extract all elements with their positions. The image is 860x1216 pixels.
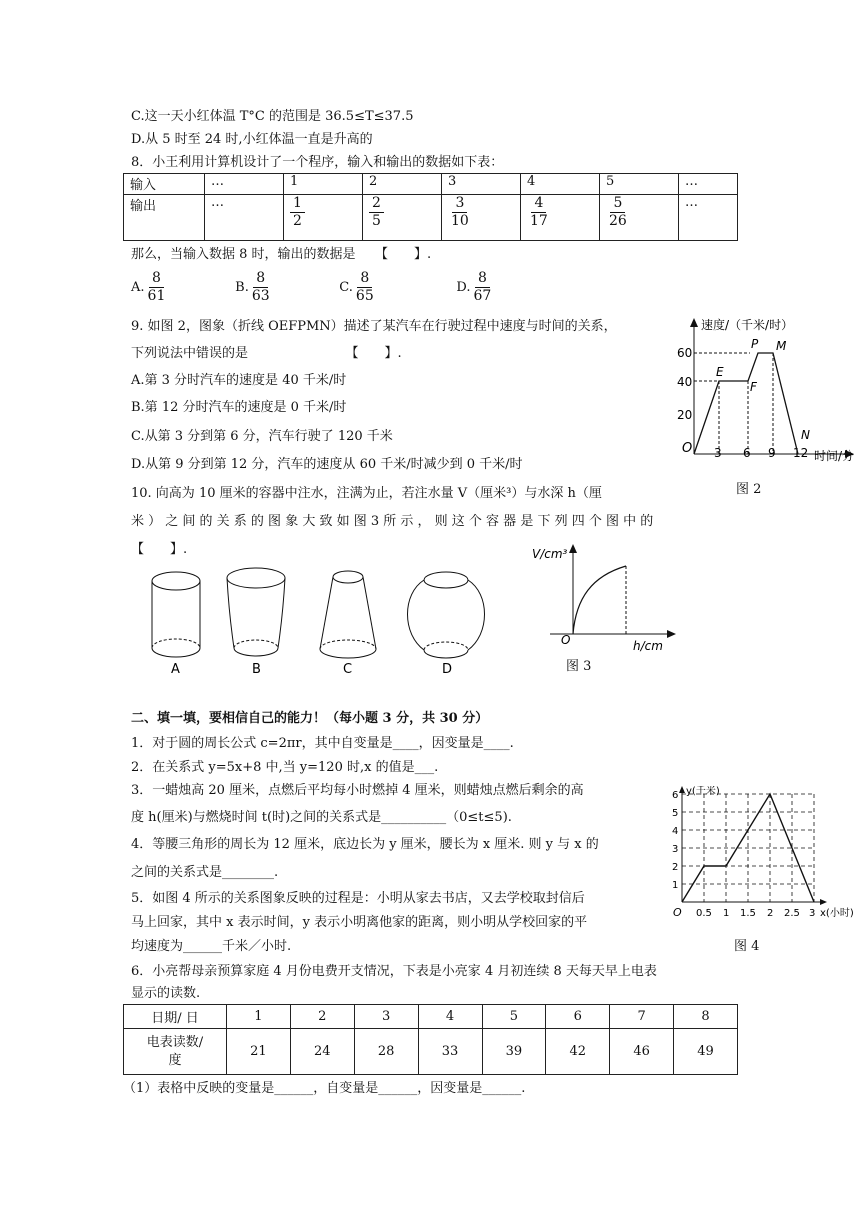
q8-output-row [124,195,738,241]
x-tick-label: 0.5 [696,908,712,919]
x-tick-label: 1.5 [740,908,756,919]
meter-day-cell: 6 [546,1005,610,1029]
x-axis-arrow [820,899,827,905]
x-axis-arrow [667,630,676,638]
q10-line-2: 米 ） 之 间 的 关 系 的 图 象 大 致 如 图 3 所 示 ， 则 这 个 容 器 是 下 列 四 个 图 中 的 [131,514,654,529]
y-tick-label: 20 [677,408,693,422]
fill-q6-subquestion-1: （1）表格中反映的变量是______，自变量是______，因变量是______. [123,1081,526,1096]
fill-q4-line-1: 4．等腰三角形的周长为 12 厘米，底边长为 y 厘米，腰长为 x 厘米. 则 y 与 x 的 [131,837,599,852]
q8-option-b [235,268,335,308]
denominator: 2 [293,213,302,229]
point-label-e: E [716,365,724,379]
point-label-p: P [751,337,759,351]
q8-input-cell: 1 [284,174,363,195]
meter-day-cell: 8 [674,1005,738,1029]
y-axis-arrow [690,318,698,327]
container-a [152,572,200,657]
meter-day-cell: 3 [354,1005,418,1029]
volume-curve [573,566,626,634]
q7-option-d: D.从 5 时至 24 时,小红体温一直是升高的 [131,132,373,147]
container-d [408,572,485,658]
y-tick-label: 1 [672,880,679,891]
fraction [145,270,169,305]
meter-reading-cell: 39 [482,1029,546,1075]
meter-reading-label [124,1029,227,1075]
y-axis-arrow [679,786,685,793]
q8-option-d [456,268,494,308]
numerator: 4 [531,195,546,213]
meter-reading-cell: 33 [418,1029,482,1075]
q8-input-cell: 2 [363,174,442,195]
x-tick-label: 9 [768,446,776,460]
speed-polyline [694,353,798,454]
y-tick-label: 60 [677,346,693,360]
fill-q6-line-1: 6．小亮帮母亲预算家庭 4 月份电费开支情况，下表是小亮家 4 月初连续 8 天每天早上电表 [131,964,657,979]
figure-2-caption: 图 2 [736,482,762,497]
reading-label-line-2: 度 [168,1052,182,1068]
option-label: B. [235,280,249,295]
y-tick-label: 6 [672,790,679,801]
numerator: 5 [610,195,625,213]
numerator: 1 [290,195,305,213]
x-tick-label: 12 [793,446,809,460]
q9-option-a: A.第 3 分时汽车的速度是 40 千米/时 [131,373,347,388]
q8-output-cell [363,195,442,241]
denominator: 5 [372,213,381,229]
q8-ellipsis: … [205,174,284,195]
meter-day-cell: 1 [227,1005,291,1029]
q9-line-2: 下列说法中错误的是 【 】. [131,346,402,361]
q8-input-cell: 4 [521,174,600,195]
q8-ellipsis: … [679,195,738,241]
meter-header-row [124,1005,738,1029]
fraction [471,270,495,305]
fraction [290,195,305,230]
x-tick-label: 2 [767,908,774,919]
container-label-c: C [343,662,353,677]
x-tick-label: 1 [723,908,730,919]
denominator: 10 [451,213,469,229]
container-label-a: A [171,662,180,677]
denominator: 61 [147,288,166,304]
q8-output-cell [442,195,521,241]
q8-output-cell [284,195,363,241]
q9-option-d: D.从第 9 分到第 12 分，汽车的速度从 60 千米/时减少到 0 千米/时 [131,457,523,472]
x-tick-label: 2.5 [784,908,800,919]
fraction [353,270,377,305]
x-tick-label: 3 [809,908,816,919]
meter-reading-cell: 42 [546,1029,610,1075]
q10-line-1: 10. 向高为 10 厘米的容器中注水，注满为止，若注水量 V（厘米³）与水深 h（厘 [131,486,602,501]
q8-input-label: 输入 [124,174,205,195]
denominator: 17 [530,213,548,229]
x-axis-label: x(小时) [820,908,854,919]
q9-option-c: C.从第 3 分到第 6 分，汽车行驶了 120 千米 [131,429,393,444]
figure-4-distance-time-graph [670,786,855,926]
figure-2-speed-time-graph [672,314,860,474]
y-tick-label: 3 [672,844,679,855]
meter-header-label: 日期/ 日 [124,1005,227,1029]
denominator: 26 [609,213,627,229]
q9-option-b: B.第 12 分时汽车的速度是 0 千米/时 [131,400,347,415]
numerator: 8 [357,270,372,288]
q8-ellipsis: … [679,174,738,195]
origin-label: O [561,633,571,647]
fraction [448,195,472,230]
q8-options [131,268,494,308]
origin-label: O [673,906,682,919]
y-axis-label: 速度/（千米/时） [701,318,794,332]
y-tick-label: 4 [672,826,679,837]
origin-label: O [682,441,693,456]
y-tick-label: 5 [672,808,679,819]
option-label: C. [339,280,353,295]
option-label: D. [456,280,471,295]
meter-reading-cell: 49 [674,1029,738,1075]
meter-reading-cell: 46 [610,1029,674,1075]
q8-output-label: 输出 [124,195,205,241]
fill-q4-line-2: 之间的关系式是________. [131,865,279,880]
q8-input-row [124,174,738,195]
figure-3-caption: 图 3 [566,659,592,674]
fill-q2: 2．在关系式 y=5x+8 中,当 y=120 时,x 的值是___. [131,760,439,775]
q8-option-c [339,268,452,308]
q8-stem: 8．小王利用计算机设计了一个程序，输入和输出的数据如下表： [131,155,504,170]
q8-option-a [131,268,231,308]
q8-table [123,173,738,241]
fraction [527,195,551,230]
section-2-title: 二、填一填，要相信自己的能力！（每小题 3 分，共 30 分） [131,711,489,726]
container-label-d: D [442,662,453,677]
option-label: A. [131,280,145,295]
fill-q3-line-1: 3．一蜡烛高 20 厘米，点燃后平均每小时燃掉 4 厘米，则蜡烛点燃后剩余的高 [131,783,584,798]
q8-ellipsis: … [205,195,284,241]
fill-q6-line-2: 显示的读数. [131,986,201,1001]
meter-day-cell: 5 [482,1005,546,1029]
y-tick-label: 40 [677,375,693,389]
fill-q5-line-2: 马上回家，其中 x 表示时间，y 表示小明离他家的距离，则小明从学校回家的平 [131,915,588,930]
denominator: 67 [473,288,492,304]
q7-option-c: C.这一天小红体温 T°C 的范围是 36.5≤T≤37.5 [131,109,414,124]
x-tick-label: 6 [743,446,751,460]
q8-output-cell [521,195,600,241]
point-label-f: F [750,380,757,394]
x-axis-label: 时间/分 [814,449,855,463]
q8-output-cell [600,195,679,241]
numerator: 2 [369,195,384,213]
figure-4-caption: 图 4 [734,939,760,954]
meter-reading-cell: 21 [227,1029,291,1075]
fill-q5-line-1: 5．如图 4 所示的关系图象反映的过程是：小明从家去书店，又去学校取封信后 [131,891,585,906]
q8-input-cell: 3 [442,174,521,195]
figure-3-volume-depth-graph [530,538,690,663]
meter-day-cell: 4 [418,1005,482,1029]
container-label-b: B [252,662,261,677]
container-c [320,571,376,658]
y-tick-label: 2 [672,862,679,873]
fraction [249,270,273,305]
fill-q1: 1．对于圆的周长公式 c=2πr，其中自变量是____，因变量是____. [131,736,514,751]
numerator: 8 [475,270,490,288]
denominator: 63 [251,288,270,304]
q8-input-cell: 5 [600,174,679,195]
denominator: 65 [355,288,374,304]
fraction [369,195,384,230]
fill-q3-line-2: 度 h(厘米)与燃烧时间 t(时)之间的关系式是__________（0≤t≤5). [131,810,512,825]
container-b [227,568,285,656]
reading-label-line-1: 电表读数/ [146,1034,204,1050]
point-label-m: M [776,339,787,353]
meter-reading-table [123,1004,738,1075]
fraction [606,195,630,230]
x-axis-label: h/cm [633,639,663,653]
meter-reading-row [124,1029,738,1075]
fill-q5-line-3: 均速度为______千米／小时. [131,939,292,954]
x-tick-label: 3 [714,446,722,460]
point-label-n: N [801,428,810,442]
numerator: 3 [452,195,467,213]
numerator: 8 [149,270,164,288]
q9-line-1: 9. 如图 2，图象（折线 OEFPMN）描述了某汽车在行驶过程中速度与时间的关系， [131,319,617,334]
y-axis-arrow [569,544,577,553]
meter-day-cell: 2 [290,1005,354,1029]
grid [682,794,814,902]
y-axis-label: y(千米) [686,786,720,797]
q10-line-3: 【 】. [131,542,188,557]
meter-day-cell: 7 [610,1005,674,1029]
meter-reading-cell: 24 [290,1029,354,1075]
numerator: 8 [253,270,268,288]
meter-reading-cell: 28 [354,1029,418,1075]
q8-follow: 那么，当输入数据 8 时，输出的数据是 【 】. [131,247,432,262]
containers-figure [140,564,490,678]
y-axis-label: V/cm³ [532,547,568,561]
